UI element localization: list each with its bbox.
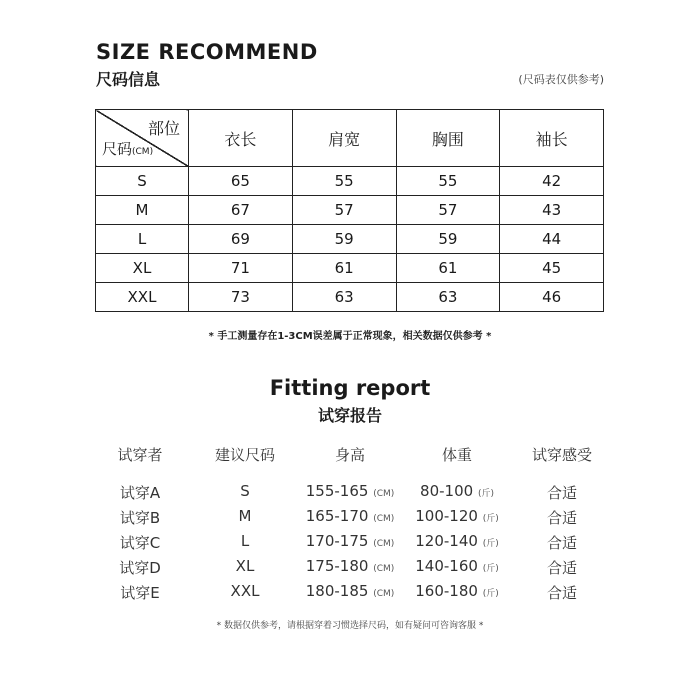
- fitting-header: 体重: [441, 446, 473, 464]
- value-cell: 55: [292, 167, 396, 196]
- value-cell: 45: [500, 254, 604, 283]
- value-cell: 63: [396, 283, 500, 312]
- size-cell: XXL: [96, 283, 189, 312]
- size-cell: XL: [96, 254, 189, 283]
- fitting-row: [0, 480, 700, 505]
- table-row: [96, 167, 604, 196]
- value-cell: 71: [189, 254, 293, 283]
- column-header: 衣长: [189, 110, 293, 167]
- tester-size: XXL: [230, 582, 260, 600]
- tester-size: M: [238, 507, 252, 525]
- tester-size: L: [240, 532, 250, 550]
- corner-unit: (CM): [132, 147, 154, 157]
- table-row: [96, 225, 604, 254]
- value-cell: 57: [396, 196, 500, 225]
- value-cell: 61: [396, 254, 500, 283]
- fitting-header-row: [0, 440, 700, 480]
- size-table: [95, 109, 604, 312]
- size-table-note: (尺码表仅供参考): [518, 73, 604, 86]
- size-cell: M: [96, 196, 189, 225]
- tester-height: 170-175 (CM): [305, 532, 395, 550]
- tester-size: S: [240, 482, 250, 500]
- fitting-header: 建议尺码: [214, 446, 276, 464]
- tester-name: 试穿B: [119, 509, 161, 527]
- tester-feel: 合适: [546, 559, 578, 577]
- fitting-row: [0, 505, 700, 530]
- size-table-corner: [96, 110, 189, 167]
- value-cell: 44: [500, 225, 604, 254]
- height-unit: (CM): [373, 564, 395, 574]
- table-row: [96, 283, 604, 312]
- value-cell: 57: [292, 196, 396, 225]
- value-cell: 46: [500, 283, 604, 312]
- tester-feel: 合适: [546, 484, 578, 502]
- tester-weight: 140-160 (斤): [415, 557, 499, 575]
- size-recommend-title: SIZE RECOMMEND: [96, 40, 318, 64]
- weight-unit: (斤): [482, 514, 499, 524]
- size-info-subtitle: 尺码信息: [96, 70, 161, 89]
- size-cell: S: [96, 167, 189, 196]
- fitting-header: 试穿感受: [531, 446, 593, 464]
- value-cell: 61: [292, 254, 396, 283]
- value-cell: 55: [396, 167, 500, 196]
- corner-part-label: 部位: [147, 119, 180, 138]
- tester-height: 155-165 (CM): [305, 482, 395, 500]
- tester-feel: 合适: [546, 534, 578, 552]
- tester-weight: 160-180 (斤): [415, 582, 499, 600]
- height-unit: (CM): [373, 489, 395, 499]
- tester-feel: 合适: [546, 584, 578, 602]
- tester-name: 试穿C: [119, 534, 161, 552]
- table-row: [96, 254, 604, 283]
- tester-weight: 100-120 (斤): [415, 507, 499, 525]
- fitting-header: 身高: [334, 446, 366, 464]
- weight-unit: (斤): [482, 564, 499, 574]
- table-row: [96, 196, 604, 225]
- weight-unit: (斤): [482, 589, 499, 599]
- height-unit: (CM): [373, 589, 395, 599]
- tester-name: 试穿A: [119, 484, 161, 502]
- corner-size-label: 尺码(CM): [102, 140, 154, 158]
- fitting-report-title: Fitting report: [269, 376, 431, 400]
- tester-height: 165-170 (CM): [305, 507, 395, 525]
- value-cell: 73: [189, 283, 293, 312]
- column-header: 胸围: [396, 110, 500, 167]
- fitting-row: [0, 530, 700, 555]
- value-cell: 59: [396, 225, 500, 254]
- tester-name: 试穿D: [119, 559, 161, 577]
- tester-name: 试穿E: [120, 584, 160, 602]
- value-cell: 69: [189, 225, 293, 254]
- tester-height: 175-180 (CM): [305, 557, 395, 575]
- weight-unit: (斤): [477, 489, 494, 499]
- column-header: 肩宽: [292, 110, 396, 167]
- value-cell: 65: [189, 167, 293, 196]
- weight-unit: (斤): [482, 539, 499, 549]
- fitting-note: * 数据仅供参考，请根据穿着习惯选择尺码，如有疑问可咨询客服 *: [216, 621, 484, 631]
- measurement-note: * 手工测量存在1-3CM误差属于正常现象，相关数据仅供参考 *: [208, 331, 492, 342]
- value-cell: 59: [292, 225, 396, 254]
- tester-weight: 120-140 (斤): [415, 532, 499, 550]
- tester-height: 180-185 (CM): [305, 582, 395, 600]
- tester-weight: 80-100 (斤): [420, 482, 494, 500]
- tester-size: XL: [235, 557, 255, 575]
- fitting-row: [0, 555, 700, 580]
- height-unit: (CM): [373, 539, 395, 549]
- value-cell: 42: [500, 167, 604, 196]
- size-cell: L: [96, 225, 189, 254]
- fitting-table: [0, 440, 700, 605]
- value-cell: 67: [189, 196, 293, 225]
- tester-feel: 合适: [546, 509, 578, 527]
- size-table-header-row: [96, 110, 604, 167]
- height-unit: (CM): [373, 514, 395, 524]
- column-header: 袖长: [500, 110, 604, 167]
- value-cell: 63: [292, 283, 396, 312]
- fitting-report-subtitle: 试穿报告: [317, 406, 382, 425]
- fitting-row: [0, 580, 700, 605]
- fitting-header: 试穿者: [117, 446, 163, 464]
- value-cell: 43: [500, 196, 604, 225]
